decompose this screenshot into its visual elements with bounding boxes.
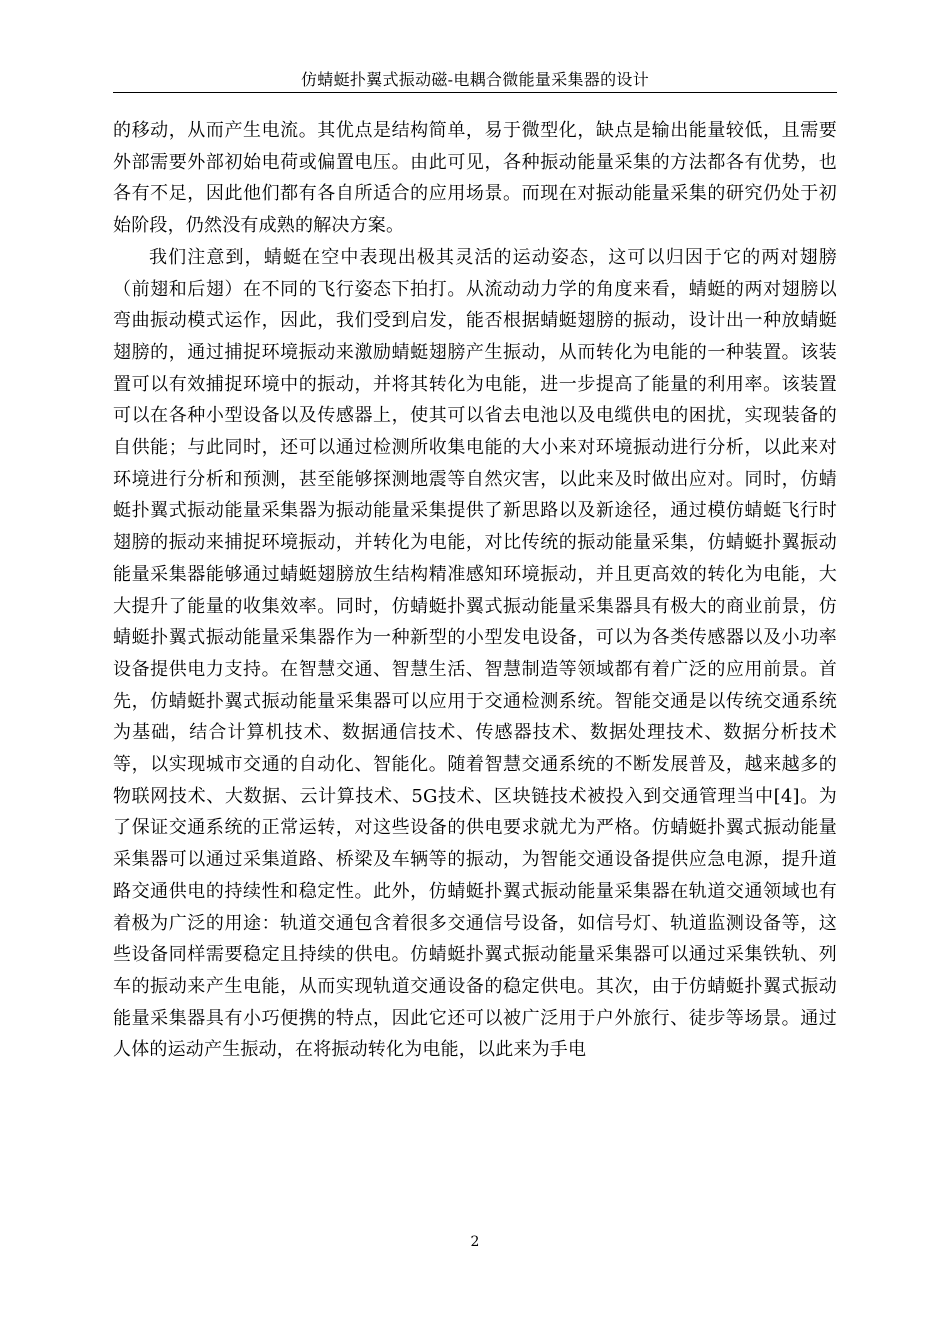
page-number: 2: [470, 1234, 480, 1250]
paragraph: 我们注意到，蜻蜓在空中表现出极其灵活的运动姿态，这可以归因于它的两对翅膀（前翅和后翅）在不同的飞行姿态下拍打。从流动动力学的角度来看，蜻蜓的两对翅膀以弯曲振动模式运作，因此，我们受到启发，能否根据蜻蜓翅膀的振动，设计出一种放蜻蜓翅膀的，通过捕捉环境振动来激励蜻蜓翅膀产生振动，从而转化为电能的一种装置。该装置可以有效捕捉环境中的振动，并将其转化为电能，进一步提高了能量的利用率。该装置可以在各种小型设备以及传感器上，使其可以省去电池以及电缆供电的困扰，实现装备的自供能；与此同时，还可以通过检测所收集电能的大小来对环境振动进行分析，以此来对环境进行分析和预测，甚至能够探测地震等自然灾害，以此来及时做出应对。同时，仿蜻蜓扑翼式振动能量采集器为振动能量采集提供了新思路以及新途径，通过模仿蜻蜓飞行时翅膀的振动来捕捉环境振动，并转化为电能，对比传统的振动能量采集，仿蜻蜓扑翼振动能量采集器能够通过蜻蜓翅膀放生结构精准感知环境振动，并且更高效的转化为电能，大大提升了能量的收集效率。同时，仿蜻蜓扑翼式振动能量采集器具有极大的商业前景，仿蜻蜓扑翼式振动能量采集器作为一种新型的小型发电设备，可以为各类传感器以及小功率设备提供电力支持。在智慧交通、智慧生活、智慧制造等领域都有着广泛的应用前景。首先，仿蜻蜓扑翼式振动能量采集器可以应用于交通检测系统。智能交通是以传统交通系统为基础，结合计算机技术、数据通信技术、传感器技术、数据处理技术、数据分析技术等，以实现城市交通的自动化、智能化。随着智慧交通系统的不断发展普及，越来越多的物联网技术、大数据、云计算技术、5G技术、区块链技术被投入到交通管理当中[4]。为了保证交通系统的正常运转，对这些设备的供电要求就尤为严格。仿蜻蜓扑翼式振动能量采集器可以通过采集道路、桥梁及车辆等的振动，为智能交通设备提供应急电源，提升道路交通供电的持续性和稳定性。此外，仿蜻蜓扑翼式振动能量采集器在轨道交通领域也有着极为广泛的用途：轨道交通包含着很多交通信号设备，如信号灯、轨道监测设备等，这些设备同样需要稳定且持续的供电。仿蜻蜓扑翼式振动能量采集器可以通过采集铁轨、列车的振动来产生电能，从而实现轨道交通设备的稳定供电。其次，由于仿蜻蜓扑翼式振动能量采集器具有小巧便携的特点，因此它还可以被广泛用于户外旅行、徒步等场景。通过人体的运动产生振动，在将振动转化为电能，以此来为手电: [113, 246, 837, 1061]
paragraph-continuation: 的移动，从而产生电流。其优点是结构简单，易于微型化，缺点是输出能量较低，且需要外部需要外部初始电荷或偏置电压。由此可见，各种振动能量采集的方法都各有优势，也各有不足，因此他们都有各自所适合的应用场景。而现在对振动能量采集的研究仍处于初始阶段，仍然没有成熟的解决方案。: [113, 120, 837, 237]
body-text: [113, 115, 837, 1066]
header-divider: [113, 92, 837, 93]
running-header: 仿蜻蜓扑翼式振动磁-电耦合微能量采集器的设计: [300, 70, 649, 89]
